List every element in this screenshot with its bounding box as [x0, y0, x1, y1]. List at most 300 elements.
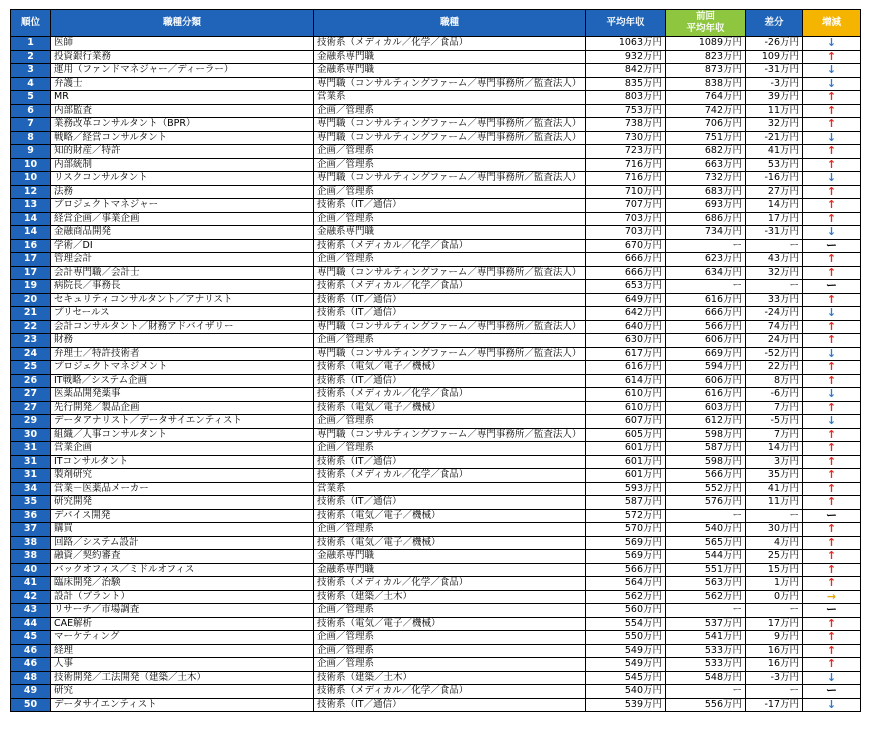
diff-cell: 7万円 — [746, 428, 803, 442]
category-cell: 財務 — [51, 334, 314, 348]
rank-cell: 46 — [11, 658, 51, 672]
rank-cell: 17 — [11, 266, 51, 280]
avg-salary-cell: 703万円 — [586, 212, 666, 226]
avg-salary-cell: 605万円 — [586, 428, 666, 442]
category-cell: 弁理士／特許技術者 — [51, 347, 314, 361]
arrow-up-icon: ↑ — [826, 374, 837, 387]
diff-cell: 3万円 — [746, 455, 803, 469]
type-cell: 企画／管理系 — [314, 604, 586, 618]
category-cell: プロジェクトマネジャー — [51, 199, 314, 213]
table-row — [11, 577, 861, 591]
dash-icon: ー — [826, 603, 837, 616]
category-cell: 学術／DI — [51, 239, 314, 253]
avg-salary-cell: 630万円 — [586, 334, 666, 348]
change-cell — [803, 617, 861, 631]
rank-cell: 31 — [11, 469, 51, 483]
change-cell — [803, 118, 861, 132]
table-row — [11, 388, 861, 402]
table-row — [11, 685, 861, 699]
diff-cell: -3万円 — [746, 77, 803, 91]
avg-salary-cell: 649万円 — [586, 293, 666, 307]
category-cell: 業務改革コンサルタント（BPR） — [51, 118, 314, 132]
type-cell: 企画／管理系 — [314, 185, 586, 199]
prev-salary-cell: 669万円 — [666, 347, 746, 361]
category-cell: 内部監査 — [51, 104, 314, 118]
diff-cell: 30万円 — [746, 523, 803, 537]
avg-salary-cell: 738万円 — [586, 118, 666, 132]
table-row — [11, 415, 861, 429]
table-row — [11, 172, 861, 186]
category-cell: 経理 — [51, 644, 314, 658]
prev-salary-cell: ー — [666, 280, 746, 294]
diff-cell: 43万円 — [746, 253, 803, 267]
category-cell: デバイス開発 — [51, 509, 314, 523]
type-cell: 企画／管理系 — [314, 658, 586, 672]
prev-salary-cell: 566万円 — [666, 469, 746, 483]
change-cell — [803, 104, 861, 118]
table-row — [11, 253, 861, 267]
arrow-up-icon: ↑ — [826, 333, 837, 346]
avg-salary-cell: 554万円 — [586, 617, 666, 631]
category-cell: 投資銀行業務 — [51, 50, 314, 64]
change-cell — [803, 631, 861, 645]
type-cell: 金融系専門職 — [314, 563, 586, 577]
arrow-down-icon: ↓ — [826, 36, 837, 49]
diff-cell: ー — [746, 509, 803, 523]
change-cell — [803, 577, 861, 591]
avg-salary-cell: 587万円 — [586, 496, 666, 510]
rank-cell: 27 — [11, 401, 51, 415]
avg-salary-cell: 703万円 — [586, 226, 666, 240]
diff-cell: 74万円 — [746, 320, 803, 334]
table-row — [11, 64, 861, 78]
category-cell: 製剤研究 — [51, 469, 314, 483]
dash-icon: ー — [826, 509, 837, 522]
change-cell — [803, 199, 861, 213]
prev-salary-cell: ー — [666, 239, 746, 253]
diff-cell: 33万円 — [746, 293, 803, 307]
change-cell — [803, 442, 861, 456]
prev-salary-cell: 576万円 — [666, 496, 746, 510]
diff-cell: ー — [746, 604, 803, 618]
table-row — [11, 185, 861, 199]
diff-cell: 41万円 — [746, 145, 803, 159]
avg-salary-cell: 610万円 — [586, 388, 666, 402]
avg-salary-cell: 803万円 — [586, 91, 666, 105]
prev-salary-cell: 537万円 — [666, 617, 746, 631]
type-cell: 専門職（コンサルティングファーム／専門事務所／監査法人） — [314, 118, 586, 132]
category-cell: 営業－医薬品メーカー — [51, 482, 314, 496]
avg-salary-cell: 670万円 — [586, 239, 666, 253]
avg-salary-cell: 842万円 — [586, 64, 666, 78]
avg-salary-cell: 610万円 — [586, 401, 666, 415]
category-cell: 戦略／経営コンサルタント — [51, 131, 314, 145]
rank-cell: 22 — [11, 320, 51, 334]
avg-salary-cell: 549万円 — [586, 644, 666, 658]
arrow-up-icon: ↑ — [826, 117, 837, 130]
table-row — [11, 374, 861, 388]
category-cell: 内部統制 — [51, 158, 314, 172]
salary-ranking-table-container — [10, 9, 860, 712]
avg-salary-cell: 707万円 — [586, 199, 666, 213]
rank-cell: 7 — [11, 118, 51, 132]
table-row — [11, 563, 861, 577]
category-cell: マーケティング — [51, 631, 314, 645]
avg-salary-cell: 616万円 — [586, 361, 666, 375]
change-cell — [803, 428, 861, 442]
category-cell: CAE解析 — [51, 617, 314, 631]
arrow-down-icon: ↓ — [826, 63, 837, 76]
diff-header: 差分 — [746, 10, 803, 37]
type-cell: 専門職（コンサルティングファーム／専門事務所／監査法人） — [314, 347, 586, 361]
type-cell: 専門職（コンサルティングファーム／専門事務所／監査法人） — [314, 428, 586, 442]
prev-salary-cell: 556万円 — [666, 698, 746, 712]
change-cell — [803, 131, 861, 145]
avg-salary-cell: 572万円 — [586, 509, 666, 523]
arrow-down-icon: ↓ — [826, 347, 837, 360]
category-cell: プリセールス — [51, 307, 314, 321]
prev-salary-cell: 751万円 — [666, 131, 746, 145]
prev-salary-cell: 551万円 — [666, 563, 746, 577]
change-cell — [803, 415, 861, 429]
prev-salary-cell: 616万円 — [666, 293, 746, 307]
diff-cell: 11万円 — [746, 104, 803, 118]
diff-cell: 14万円 — [746, 442, 803, 456]
avg-salary-cell: 601万円 — [586, 469, 666, 483]
avg-salary-cell: 666万円 — [586, 266, 666, 280]
change-cell — [803, 658, 861, 672]
arrow-up-icon: ↑ — [826, 90, 837, 103]
avg-salary-cell: 653万円 — [586, 280, 666, 294]
arrow-up-icon: ↑ — [826, 441, 837, 454]
avg-salary-cell: 640万円 — [586, 320, 666, 334]
change-cell — [803, 253, 861, 267]
prev-salary-header-line1: 前回 — [695, 11, 715, 22]
change-cell — [803, 37, 861, 51]
prev-salary-cell: 634万円 — [666, 266, 746, 280]
rank-cell: 9 — [11, 145, 51, 159]
rank-cell: 36 — [11, 509, 51, 523]
dash-icon: ー — [826, 239, 837, 252]
arrow-up-icon: ↑ — [826, 360, 837, 373]
change-header: 増減 — [803, 10, 861, 37]
avg-salary-cell: 723万円 — [586, 145, 666, 159]
avg-salary-cell: 666万円 — [586, 253, 666, 267]
rank-cell: 27 — [11, 388, 51, 402]
prev-salary-cell: ー — [666, 604, 746, 618]
category-cell: プロジェクトマネジメント — [51, 361, 314, 375]
diff-cell: 0万円 — [746, 590, 803, 604]
type-cell: 技術系（IT／通信） — [314, 307, 586, 321]
change-cell — [803, 172, 861, 186]
avg-salary-cell: 550万円 — [586, 631, 666, 645]
prev-salary-cell: 1089万円 — [666, 37, 746, 51]
change-cell — [803, 145, 861, 159]
avg-salary-cell: 607万円 — [586, 415, 666, 429]
diff-cell: -24万円 — [746, 307, 803, 321]
table-row — [11, 550, 861, 564]
change-cell — [803, 482, 861, 496]
type-header: 職種 — [314, 10, 586, 37]
diff-cell: -52万円 — [746, 347, 803, 361]
type-cell: 技術系（電気／電子／機械） — [314, 536, 586, 550]
change-cell — [803, 536, 861, 550]
type-cell: 企画／管理系 — [314, 253, 586, 267]
change-cell — [803, 226, 861, 240]
rank-cell: 14 — [11, 212, 51, 226]
avg-salary-cell: 545万円 — [586, 671, 666, 685]
type-cell: 技術系（メディカル／化学／食品） — [314, 388, 586, 402]
diff-cell: 4万円 — [746, 536, 803, 550]
prev-salary-cell: 603万円 — [666, 401, 746, 415]
arrow-up-icon: ↑ — [826, 522, 837, 535]
type-cell: 技術系（メディカル／化学／食品） — [314, 469, 586, 483]
arrow-up-icon: ↑ — [826, 185, 837, 198]
rank-cell: 50 — [11, 698, 51, 712]
prev-salary-cell: 563万円 — [666, 577, 746, 591]
table-row — [11, 401, 861, 415]
arrow-down-icon: ↓ — [826, 171, 837, 184]
prev-salary-cell: 616万円 — [666, 388, 746, 402]
prev-salary-header — [666, 10, 746, 37]
avg-salary-cell: 539万円 — [586, 698, 666, 712]
type-cell: 企画／管理系 — [314, 334, 586, 348]
prev-salary-cell: 548万円 — [666, 671, 746, 685]
prev-salary-cell: 823万円 — [666, 50, 746, 64]
arrow-up-icon: ↑ — [826, 212, 837, 225]
category-cell: 人事 — [51, 658, 314, 672]
table-row — [11, 37, 861, 51]
type-cell: 技術系（建築／土木） — [314, 590, 586, 604]
rank-cell: 14 — [11, 226, 51, 240]
prev-salary-cell: 540万円 — [666, 523, 746, 537]
prev-salary-cell: 706万円 — [666, 118, 746, 132]
category-cell: 知的財産／特許 — [51, 145, 314, 159]
type-cell: 専門職（コンサルティングファーム／専門事務所／監査法人） — [314, 172, 586, 186]
prev-salary-cell: 594万円 — [666, 361, 746, 375]
arrow-up-icon: ↑ — [826, 50, 837, 63]
category-cell: 研究 — [51, 685, 314, 699]
change-cell — [803, 469, 861, 483]
prev-salary-cell: 606万円 — [666, 374, 746, 388]
arrow-up-icon: ↑ — [826, 549, 837, 562]
avg-salary-cell: 566万円 — [586, 563, 666, 577]
change-cell — [803, 374, 861, 388]
change-cell — [803, 334, 861, 348]
prev-salary-cell: 734万円 — [666, 226, 746, 240]
avg-salary-cell: 614万円 — [586, 374, 666, 388]
rank-cell: 13 — [11, 199, 51, 213]
prev-salary-cell: 764万円 — [666, 91, 746, 105]
dash-icon: ー — [826, 279, 837, 292]
diff-cell: 41万円 — [746, 482, 803, 496]
category-cell: 先行開発／製品企画 — [51, 401, 314, 415]
prev-salary-cell: 683万円 — [666, 185, 746, 199]
change-cell — [803, 455, 861, 469]
category-cell: 研究開発 — [51, 496, 314, 510]
prev-salary-cell: 742万円 — [666, 104, 746, 118]
arrow-up-icon: ↑ — [826, 536, 837, 549]
change-cell — [803, 212, 861, 226]
diff-cell: ー — [746, 239, 803, 253]
table-row — [11, 131, 861, 145]
change-cell — [803, 604, 861, 618]
prev-salary-cell: 612万円 — [666, 415, 746, 429]
diff-cell: -6万円 — [746, 388, 803, 402]
arrow-up-icon: ↑ — [826, 657, 837, 670]
arrow-up-icon: ↑ — [826, 104, 837, 117]
diff-cell: -5万円 — [746, 415, 803, 429]
change-cell — [803, 347, 861, 361]
diff-cell: 25万円 — [746, 550, 803, 564]
rank-cell: 31 — [11, 455, 51, 469]
avg-salary-cell: 564万円 — [586, 577, 666, 591]
table-body — [11, 37, 861, 712]
category-cell: 医師 — [51, 37, 314, 51]
diff-cell: 24万円 — [746, 334, 803, 348]
prev-salary-cell: 873万円 — [666, 64, 746, 78]
diff-cell: -16万円 — [746, 172, 803, 186]
prev-salary-cell: 566万円 — [666, 320, 746, 334]
table-row — [11, 104, 861, 118]
table-row — [11, 469, 861, 483]
diff-cell: 109万円 — [746, 50, 803, 64]
rank-cell: 46 — [11, 644, 51, 658]
table-row — [11, 334, 861, 348]
type-cell: 企画／管理系 — [314, 631, 586, 645]
category-cell: 臨床開発／治験 — [51, 577, 314, 591]
avg-salary-cell: 540万円 — [586, 685, 666, 699]
table-row — [11, 50, 861, 64]
category-cell: データアナリスト／データサイエンティスト — [51, 415, 314, 429]
avg-salary-cell: 570万円 — [586, 523, 666, 537]
arrow-down-icon: ↓ — [826, 306, 837, 319]
change-cell — [803, 239, 861, 253]
arrow-down-icon: ↓ — [826, 671, 837, 684]
avg-salary-cell: 569万円 — [586, 550, 666, 564]
rank-cell: 38 — [11, 550, 51, 564]
diff-cell: 32万円 — [746, 118, 803, 132]
type-cell: 企画／管理系 — [314, 644, 586, 658]
arrow-up-icon: ↑ — [826, 252, 837, 265]
table-row — [11, 509, 861, 523]
type-cell: 金融系専門職 — [314, 550, 586, 564]
prev-salary-cell: 686万円 — [666, 212, 746, 226]
category-cell: データサイエンティスト — [51, 698, 314, 712]
arrow-up-icon: ↑ — [826, 563, 837, 576]
category-cell: 金融商品開発 — [51, 226, 314, 240]
arrow-up-icon: ↑ — [826, 482, 837, 495]
avg-salary-cell: 549万円 — [586, 658, 666, 672]
avg-salary-cell: 569万円 — [586, 536, 666, 550]
rank-cell: 25 — [11, 361, 51, 375]
type-cell: 企画／管理系 — [314, 523, 586, 537]
avg-salary-cell: 835万円 — [586, 77, 666, 91]
arrow-down-icon: ↓ — [826, 414, 837, 427]
rank-cell: 12 — [11, 185, 51, 199]
type-cell: 技術系（メディカル／化学／食品） — [314, 239, 586, 253]
dash-icon: ー — [826, 684, 837, 697]
table-row — [11, 199, 861, 213]
prev-salary-header-line2: 平均年収 — [686, 23, 725, 34]
arrow-up-icon: ↑ — [826, 455, 837, 468]
rank-cell: 29 — [11, 415, 51, 429]
table-row — [11, 455, 861, 469]
table-row — [11, 212, 861, 226]
type-cell: 金融系専門職 — [314, 226, 586, 240]
arrow-up-icon: ↑ — [826, 576, 837, 589]
rank-cell: 3 — [11, 64, 51, 78]
diff-cell: ー — [746, 280, 803, 294]
header-row — [11, 10, 861, 37]
type-cell: 技術系（建築／土木） — [314, 671, 586, 685]
arrow-down-icon: ↓ — [826, 77, 837, 90]
arrow-up-icon: ↑ — [826, 401, 837, 414]
change-cell — [803, 685, 861, 699]
table-row — [11, 226, 861, 240]
arrow-up-icon: ↑ — [826, 468, 837, 481]
change-cell — [803, 590, 861, 604]
prev-salary-cell: 598万円 — [666, 455, 746, 469]
type-cell: 技術系（電気／電子／機械） — [314, 617, 586, 631]
type-cell: 専門職（コンサルティングファーム／専門事務所／監査法人） — [314, 77, 586, 91]
category-cell: リサーチ／市場調査 — [51, 604, 314, 618]
rank-cell: 31 — [11, 442, 51, 456]
category-cell: ITコンサルタント — [51, 455, 314, 469]
diff-cell: -31万円 — [746, 64, 803, 78]
type-cell: 金融系専門職 — [314, 64, 586, 78]
change-cell — [803, 91, 861, 105]
rank-cell: 10 — [11, 158, 51, 172]
prev-salary-cell: 562万円 — [666, 590, 746, 604]
salary-ranking-table — [10, 9, 861, 712]
type-cell: 技術系（メディカル／化学／食品） — [314, 37, 586, 51]
category-cell: 弁護士 — [51, 77, 314, 91]
arrow-up-icon: ↑ — [826, 320, 837, 333]
change-cell — [803, 158, 861, 172]
change-cell — [803, 266, 861, 280]
arrow-up-icon: ↑ — [826, 630, 837, 643]
diff-cell: 14万円 — [746, 199, 803, 213]
type-cell: 金融系専門職 — [314, 50, 586, 64]
type-cell: 専門職（コンサルティングファーム／専門事務所／監査法人） — [314, 320, 586, 334]
change-cell — [803, 401, 861, 415]
type-cell: 営業系 — [314, 91, 586, 105]
diff-cell: 7万円 — [746, 401, 803, 415]
table-row — [11, 91, 861, 105]
table-row — [11, 77, 861, 91]
diff-cell: 35万円 — [746, 469, 803, 483]
category-cell: IT戦略／システム企画 — [51, 374, 314, 388]
change-cell — [803, 550, 861, 564]
category-cell: 運用（ファンドマネジャー／ディーラー） — [51, 64, 314, 78]
change-cell — [803, 50, 861, 64]
arrow-down-icon: ↓ — [826, 698, 837, 711]
avg-salary-cell: 617万円 — [586, 347, 666, 361]
rank-cell: 42 — [11, 590, 51, 604]
rank-cell: 40 — [11, 563, 51, 577]
diff-cell: 1万円 — [746, 577, 803, 591]
rank-cell: 5 — [11, 91, 51, 105]
arrow-up-icon: ↑ — [826, 644, 837, 657]
change-cell — [803, 280, 861, 294]
category-cell: 法務 — [51, 185, 314, 199]
rank-cell: 20 — [11, 293, 51, 307]
diff-cell: 8万円 — [746, 374, 803, 388]
table-row — [11, 482, 861, 496]
prev-salary-cell: 682万円 — [666, 145, 746, 159]
rank-cell: 30 — [11, 428, 51, 442]
